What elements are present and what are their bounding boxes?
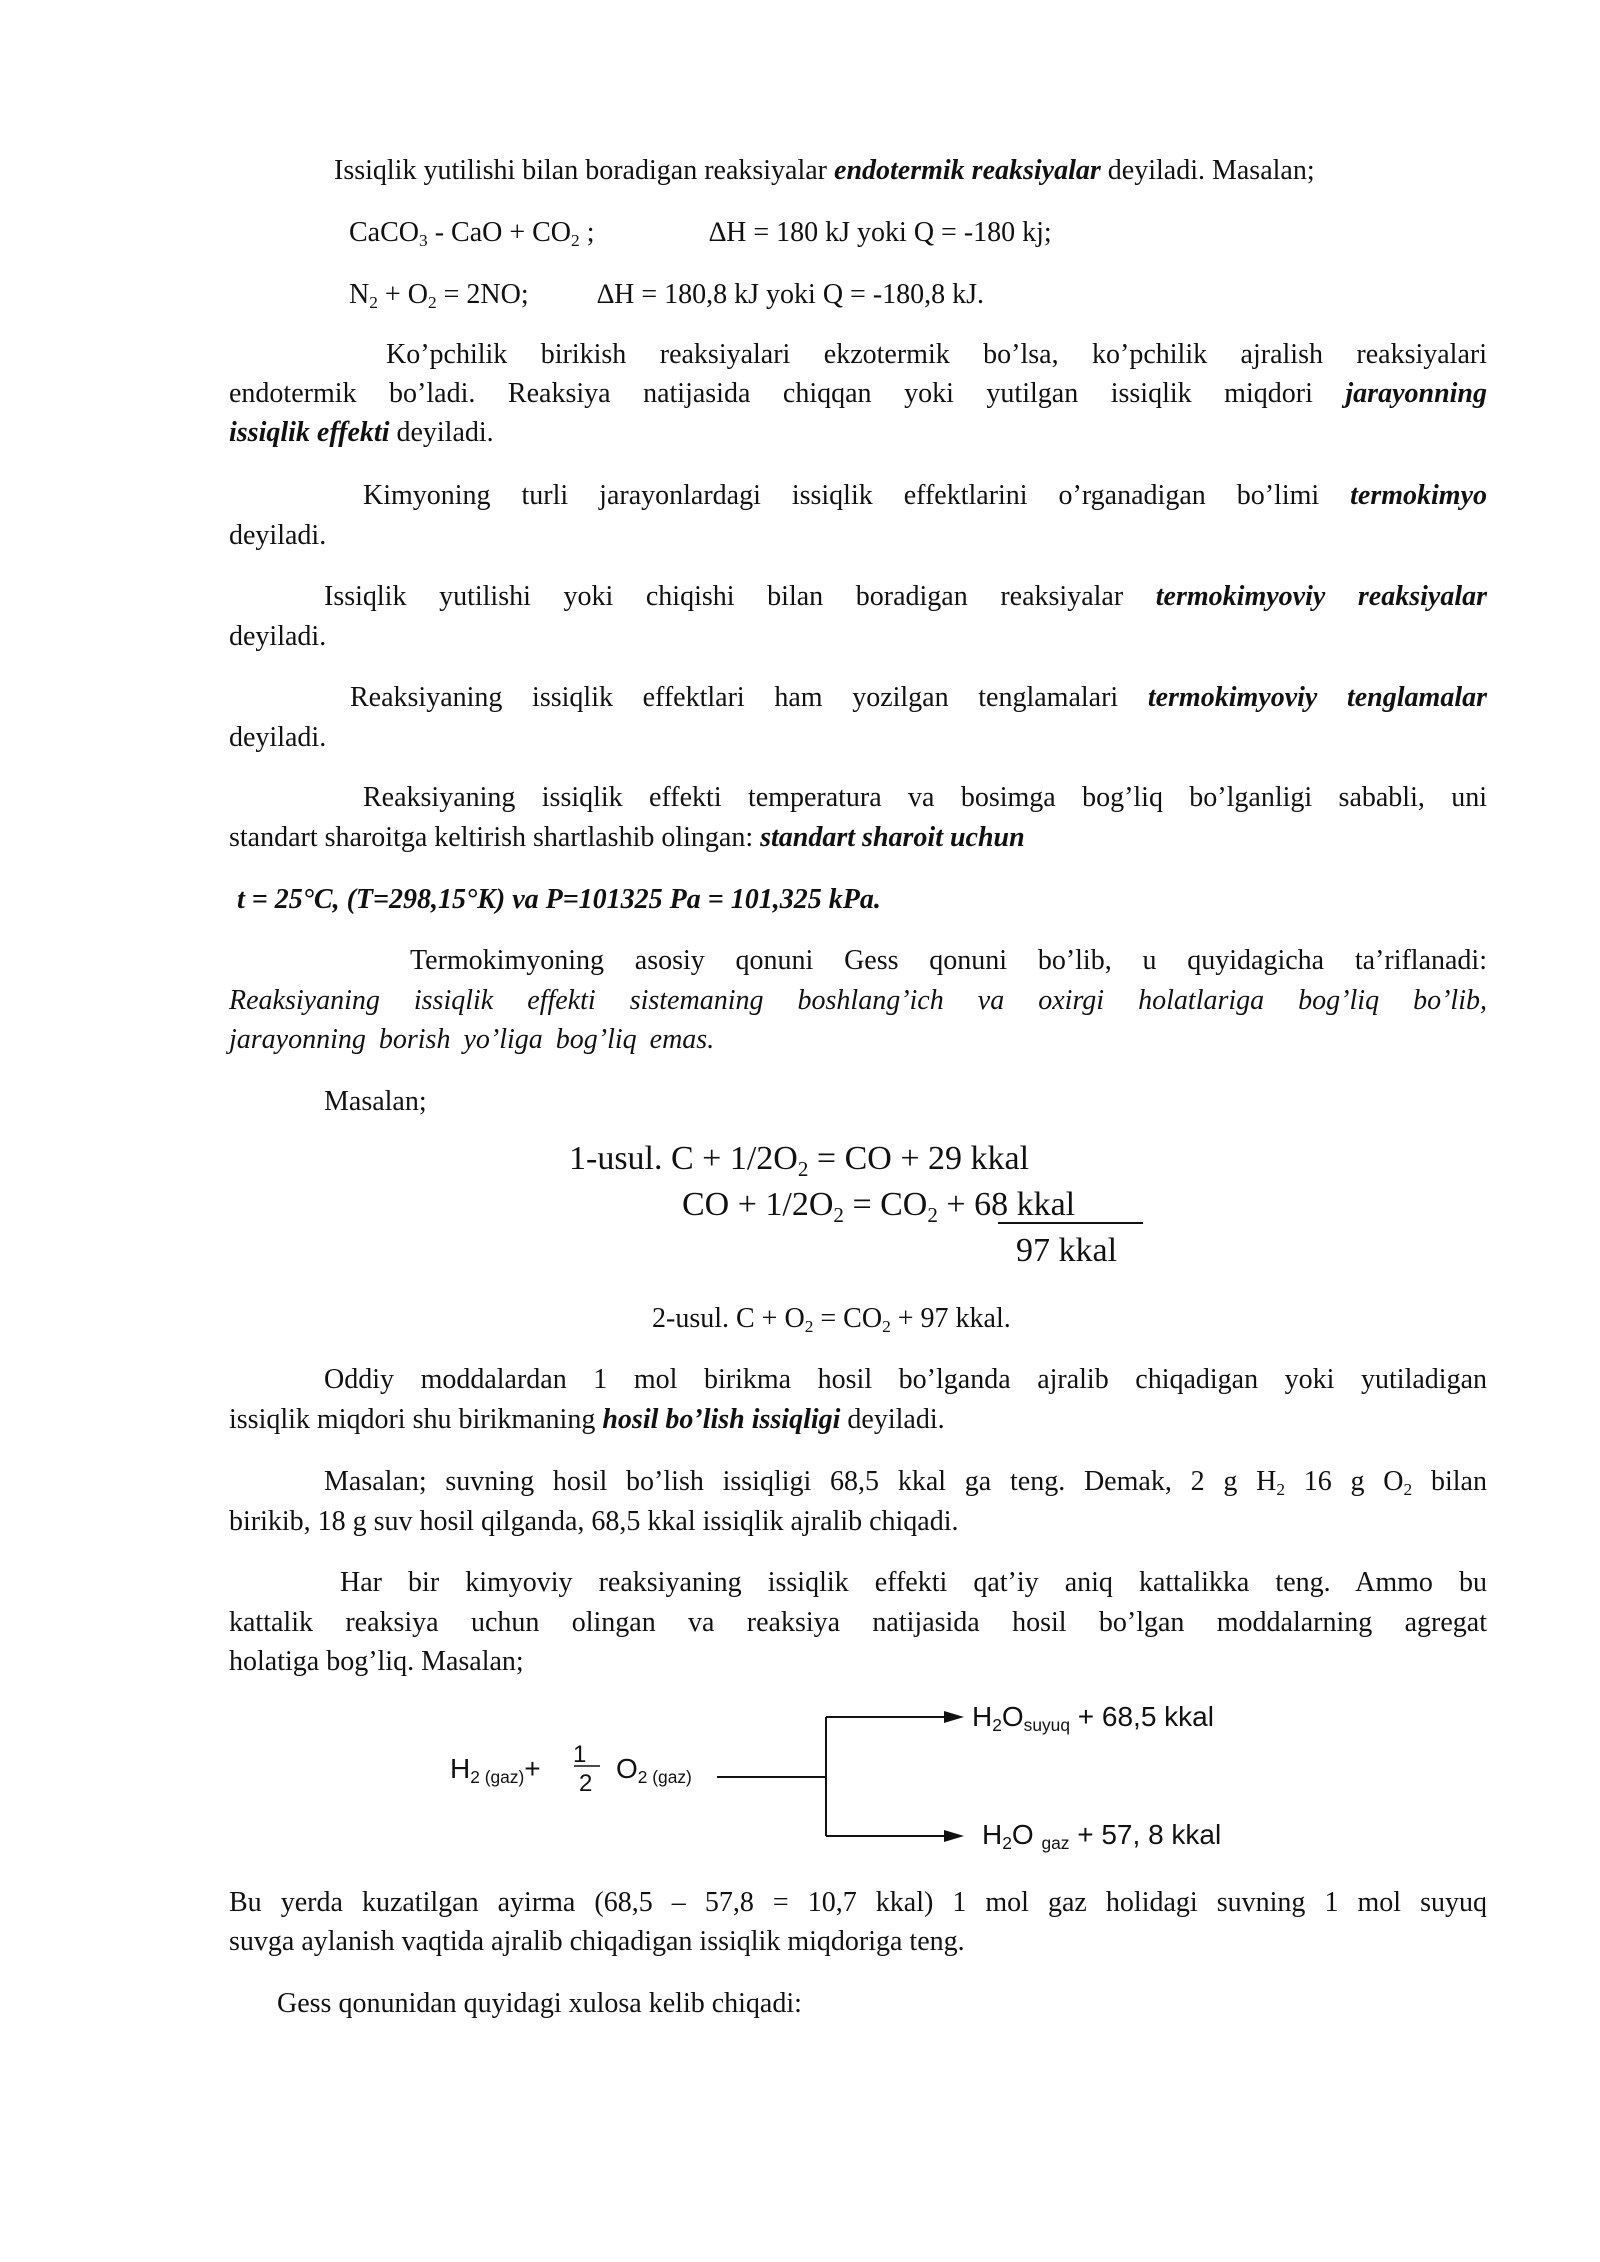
text: = CO <box>813 1303 883 1334</box>
text: + 68,5 kkal <box>1070 1701 1214 1732</box>
text: Reaksiyaning issiqlik effektlari ham yozilgan tenglamalari <box>350 682 1148 713</box>
text: = CO <box>843 1186 928 1223</box>
plus-sign: + <box>524 1753 541 1784</box>
text: H <box>450 1753 471 1784</box>
text: bilan <box>1412 1466 1487 1497</box>
text: = CO + 29 kkal <box>808 1140 1030 1177</box>
product-liquid-water <box>972 1700 1214 1734</box>
reactant-o2 <box>616 1752 692 1786</box>
term-formation-heat: hosil bo’lish issiqligi <box>602 1404 841 1435</box>
paragraph-line: kattalik reaksiya uchun olingan va reaksiya natijasida hosil bo’lgan moddalarning agregat <box>229 1607 1487 1638</box>
subscript: 2 (gaz) <box>637 1767 692 1787</box>
paragraph-line: Gess qonunidan quyidagi xulosa kelib chiqadi: <box>277 1988 802 2019</box>
text: + 57, 8 kkal <box>1069 1819 1222 1850</box>
text: Masalan; suvning hosil bo’lish issiqligi 68,5 kkal ga teng. Demak, 2 g H <box>324 1466 1277 1497</box>
text: + O <box>377 279 428 310</box>
subscript: 2 <box>369 293 378 312</box>
text: CO + 1/2O <box>682 1186 834 1223</box>
text: CaCO <box>349 217 419 248</box>
text: O <box>1011 1819 1042 1850</box>
text: N <box>349 279 370 310</box>
reactant-h2 <box>450 1752 541 1786</box>
paragraph-line: Har bir kimyoviy reaksiyaning issiqlik effekti qat’iy aniq kattalikka teng. Ammo bu <box>340 1567 1487 1598</box>
paragraph-line: Ko’pchilik birikish reaksiyalari ekzotermik bo’lsa, ko’pchilik ajralish reaksiyalari <box>386 339 1487 370</box>
text: Kimyoning turli jarayonlardagi issiqlik effektlarini o’rganadigan bo’limi <box>363 480 1351 511</box>
example-label: Masalan; <box>324 1086 427 1117</box>
text: issiqlik miqdori shu birikmaning <box>229 1404 603 1435</box>
paragraph-line: Termokimyoning asosiy qonuni Gess qonuni bo’lib, u quyidagicha ta’riflanadi: <box>410 945 1487 976</box>
subscript: 2 <box>1276 1480 1286 1499</box>
subscript: 2 <box>427 293 437 312</box>
subscript: 2 <box>1403 1480 1413 1499</box>
fraction-denominator: 2 <box>579 1770 593 1797</box>
subscript: gaz <box>1041 1833 1070 1853</box>
subscript: 2 <box>804 1317 814 1336</box>
subscript: 3 <box>419 231 428 250</box>
text: deyiladi. Masalan; <box>1100 155 1315 186</box>
text: H <box>982 1819 1003 1850</box>
text: - CaO + CO <box>427 217 572 248</box>
text: H <box>972 1701 993 1732</box>
equation-caco3-enthalpy: ∆H = 180 kJ yoki Q = -180 kj; <box>709 217 1052 248</box>
paragraph-line: Bu yerda kuzatilgan ayirma (68,5 – 57,8 = 10,7 kkal) 1 mol gaz holidagi suvning 1 mol suyuq <box>229 1887 1487 1918</box>
paragraph-line: deyiladi. <box>229 621 327 652</box>
subscript: 2 <box>797 1157 809 1181</box>
text: deyiladi. <box>840 1404 945 1435</box>
text: standart sharoitga keltirish shartlashib olingan: <box>229 822 761 853</box>
term: jarayonning <box>1345 378 1487 409</box>
subscript: 2 (gaz) <box>470 1767 525 1787</box>
term: standart sharoit uchun <box>760 822 1025 853</box>
paragraph-line: jarayonning borish yo’liga bog’liq emas. <box>229 1024 715 1055</box>
method1-sum: 97 kkal <box>1016 1232 1118 1269</box>
text: Issiqlik yutilishi bilan boradigan reaksiyalar <box>334 155 835 186</box>
product-gas-water <box>982 1818 1221 1852</box>
text: = 2NO; <box>436 279 529 310</box>
text: O <box>616 1753 638 1784</box>
subscript: 2 <box>992 1715 1002 1735</box>
equation-no-enthalpy: ∆H = 180,8 kJ yoki Q = -180,8 kJ. <box>597 279 985 310</box>
text: ; <box>579 217 595 248</box>
paragraph-line: deyiladi. <box>229 520 327 551</box>
paragraph-line: Reaksiyaning issiqlik effekti temperatura va bosimga bog’liq bo’lganligi sababli, uni <box>363 782 1487 813</box>
term: termokimyoviy tenglamalar <box>1147 682 1487 713</box>
term: termokimyoviy reaksiyalar <box>1155 581 1488 612</box>
paragraph-line: birikib, 18 g suv hosil qilganda, 68,5 kkal issiqlik ajralib chiqadi. <box>229 1506 959 1537</box>
text: 16 g O <box>1285 1466 1404 1497</box>
text: + 97 kkal. <box>890 1303 1011 1334</box>
term-heat-effect: issiqlik effekti <box>229 417 390 448</box>
term-endothermic: endotermik reaksiyalar <box>834 155 1101 186</box>
paragraph-line: suvga aylanish vaqtida ajralib chiqadigan issiqlik miqdoriga teng. <box>229 1926 965 1957</box>
text: O <box>1001 1701 1024 1732</box>
fraction-numerator: 1 <box>573 1741 587 1768</box>
subscript: 2 <box>833 1203 844 1227</box>
subscript: 2 <box>571 231 580 250</box>
text: 2-usul. C + O <box>652 1303 805 1334</box>
text: Issiqlik yutilishi yoki chiqishi bilan boradigan reaksiyalar <box>324 581 1156 612</box>
subscript: suyuq <box>1023 1715 1070 1735</box>
paragraph-line: Reaksiyaning issiqlik effekti sistemaning boshlang’ich va oxirgi holatlariga bog’liq bo’lib, <box>229 985 1487 1016</box>
paragraph-line: holatiga bog’liq. Masalan; <box>229 1646 524 1677</box>
subscript: 2 <box>927 1203 938 1227</box>
text: deyiladi. <box>389 417 494 448</box>
text: + 68 kkal <box>937 1186 1076 1223</box>
subscript: 2 <box>882 1317 891 1336</box>
paragraph-line: Oddiy moddalardan 1 mol birikma hosil bo’lganda ajralib chiqadigan yoki yutiladigan <box>324 1364 1487 1395</box>
text: endotermik bo’ladi. Reaksiya natijasida chiqqan yoki yutilgan issiqlik miqdori <box>229 378 1346 409</box>
paragraph-line: deyiladi. <box>229 722 327 753</box>
text: 1-usul. C + 1/2O <box>569 1140 798 1177</box>
term-thermochemistry: termokimyo <box>1350 480 1487 511</box>
subscript: 2 <box>1002 1833 1012 1853</box>
standard-conditions: t = 25°C, (T=298,15°K) va P=101325 Pa = 101,325 kPa. <box>237 884 881 915</box>
